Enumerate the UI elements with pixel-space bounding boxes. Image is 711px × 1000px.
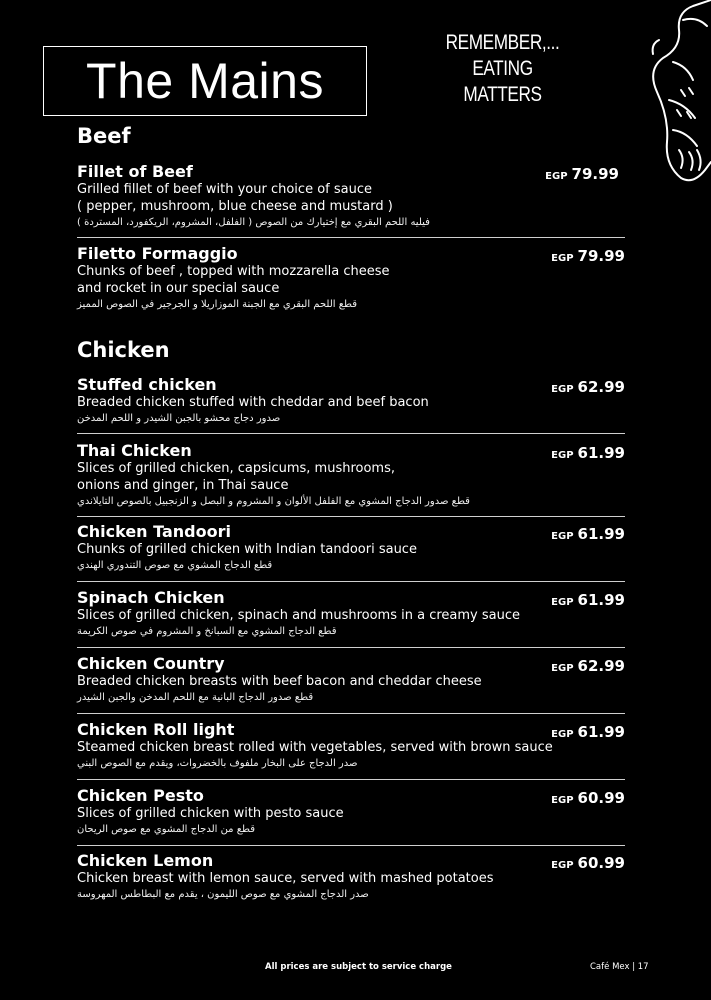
menu-item <box>77 851 625 903</box>
item-price: EGP 60.99 <box>551 854 625 872</box>
item-arabic-description: قطع اللحم البقري مع الجبنة الموزاريلا و الجرجير في الصوص المميز <box>77 299 358 310</box>
item-description: ( pepper, mushroom, blue cheese and mustard ) <box>77 199 393 214</box>
page-title: The Mains <box>86 53 324 109</box>
divider <box>77 647 625 648</box>
section-title-chicken: Chicken <box>77 338 170 362</box>
item-name: Fillet of Beef <box>77 162 193 181</box>
item-name: Chicken Roll light <box>77 720 235 739</box>
item-description: Grilled fillet of beef with your choice of sauce <box>77 182 372 197</box>
item-description: onions and ginger, in Thai sauce <box>77 478 289 493</box>
item-description: Breaded chicken breasts with beef bacon and cheddar cheese <box>77 674 482 689</box>
divider <box>77 779 625 780</box>
item-price: EGP 61.99 <box>551 723 625 741</box>
item-arabic-description: قطع صدور الدجاج البانية مع اللحم المدخن والجبن الشيدر <box>77 692 314 703</box>
section-title-beef: Beef <box>77 124 131 148</box>
item-name: Stuffed chicken <box>77 375 217 394</box>
item-description: Steamed chicken breast rolled with vegetables, served with brown sauce <box>77 740 553 755</box>
item-name: Filetto Formaggio <box>77 244 238 263</box>
menu-item <box>77 375 625 427</box>
divider <box>77 433 625 434</box>
item-price: EGP 61.99 <box>551 525 625 543</box>
item-name: Chicken Country <box>77 654 225 673</box>
tagline-line-1: REMEMBER,... <box>445 31 560 54</box>
divider <box>77 713 625 714</box>
menu-item <box>77 162 625 231</box>
item-arabic-description: قطع الدجاج المشوي مع السبانخ و المشروم في صوص الكريمة <box>77 626 337 637</box>
divider <box>77 516 625 517</box>
item-price: EGP 61.99 <box>551 444 625 462</box>
item-description: Slices of grilled chicken, capsicums, mushrooms, <box>77 461 396 476</box>
chicken-illustration-icon <box>581 0 711 185</box>
item-description: Chunks of grilled chicken with Indian tandoori sauce <box>77 542 417 557</box>
item-description: Chunks of beef , topped with mozzarella cheese <box>77 264 390 279</box>
item-name: Spinach Chicken <box>77 588 225 607</box>
menu-item <box>77 654 625 706</box>
item-arabic-description: قطع من الدجاج المشوي مع صوص الريحان <box>77 824 256 835</box>
item-name: Chicken Lemon <box>77 851 214 870</box>
item-description: and rocket in our special sauce <box>77 281 280 296</box>
divider <box>77 845 625 846</box>
item-description: Slices of grilled chicken with pesto sauce <box>77 806 344 821</box>
menu-item <box>77 720 625 772</box>
item-price: EGP 79.99 <box>545 165 619 183</box>
item-price: EGP 61.99 <box>551 591 625 609</box>
menu-item <box>77 522 625 574</box>
item-description: Breaded chicken stuffed with cheddar and beef bacon <box>77 395 429 410</box>
page-title-box <box>43 46 367 116</box>
item-description: Slices of grilled chicken, spinach and mushrooms in a creamy sauce <box>77 608 520 623</box>
menu-item <box>77 588 625 640</box>
item-arabic-description: قطع صدور الدجاج المشوي مع الفلفل الألوان و المشروم و البصل و الزنجبيل بالصوص التايلاندي <box>77 496 470 507</box>
item-arabic-description: قطع الدجاج المشوي مع صوص التندوري الهندي <box>77 560 273 571</box>
item-arabic-description: صدور دجاج محشو بالجبن الشيدر و اللحم المدخن <box>77 413 281 424</box>
item-name: Chicken Pesto <box>77 786 204 805</box>
item-name: Thai Chicken <box>77 441 192 460</box>
item-arabic-description: صدر الدجاج على البخار ملفوف بالخضروات، ويقدم مع الصوص البني <box>77 758 358 769</box>
service-charge-note: All prices are subject to service charge <box>265 962 452 972</box>
item-price: EGP 62.99 <box>551 378 625 396</box>
item-price: EGP 60.99 <box>551 789 625 807</box>
divider <box>77 237 625 238</box>
menu-item <box>77 441 625 510</box>
item-arabic-description: صدر الدجاج المشوي مع صوص الليمون ، يقدم مع البطاطس المهروسة <box>77 889 369 900</box>
item-description: Chicken breast with lemon sauce, served with mashed potatoes <box>77 871 494 886</box>
item-price: EGP 62.99 <box>551 657 625 675</box>
tagline-line-2: EATING MATTERS <box>463 57 542 106</box>
item-arabic-description: فيليه اللحم البقري مع إختيارك من الصوص ( الفلفل، المشروم، الريكفورد، المستردة ) <box>77 217 430 228</box>
menu-item <box>77 244 625 313</box>
tagline <box>425 30 580 108</box>
menu-item <box>77 786 625 838</box>
divider <box>77 581 625 582</box>
item-name: Chicken Tandoori <box>77 522 231 541</box>
item-price: EGP 79.99 <box>551 247 625 265</box>
brand-page-number: Café Mex | 17 <box>590 962 649 972</box>
